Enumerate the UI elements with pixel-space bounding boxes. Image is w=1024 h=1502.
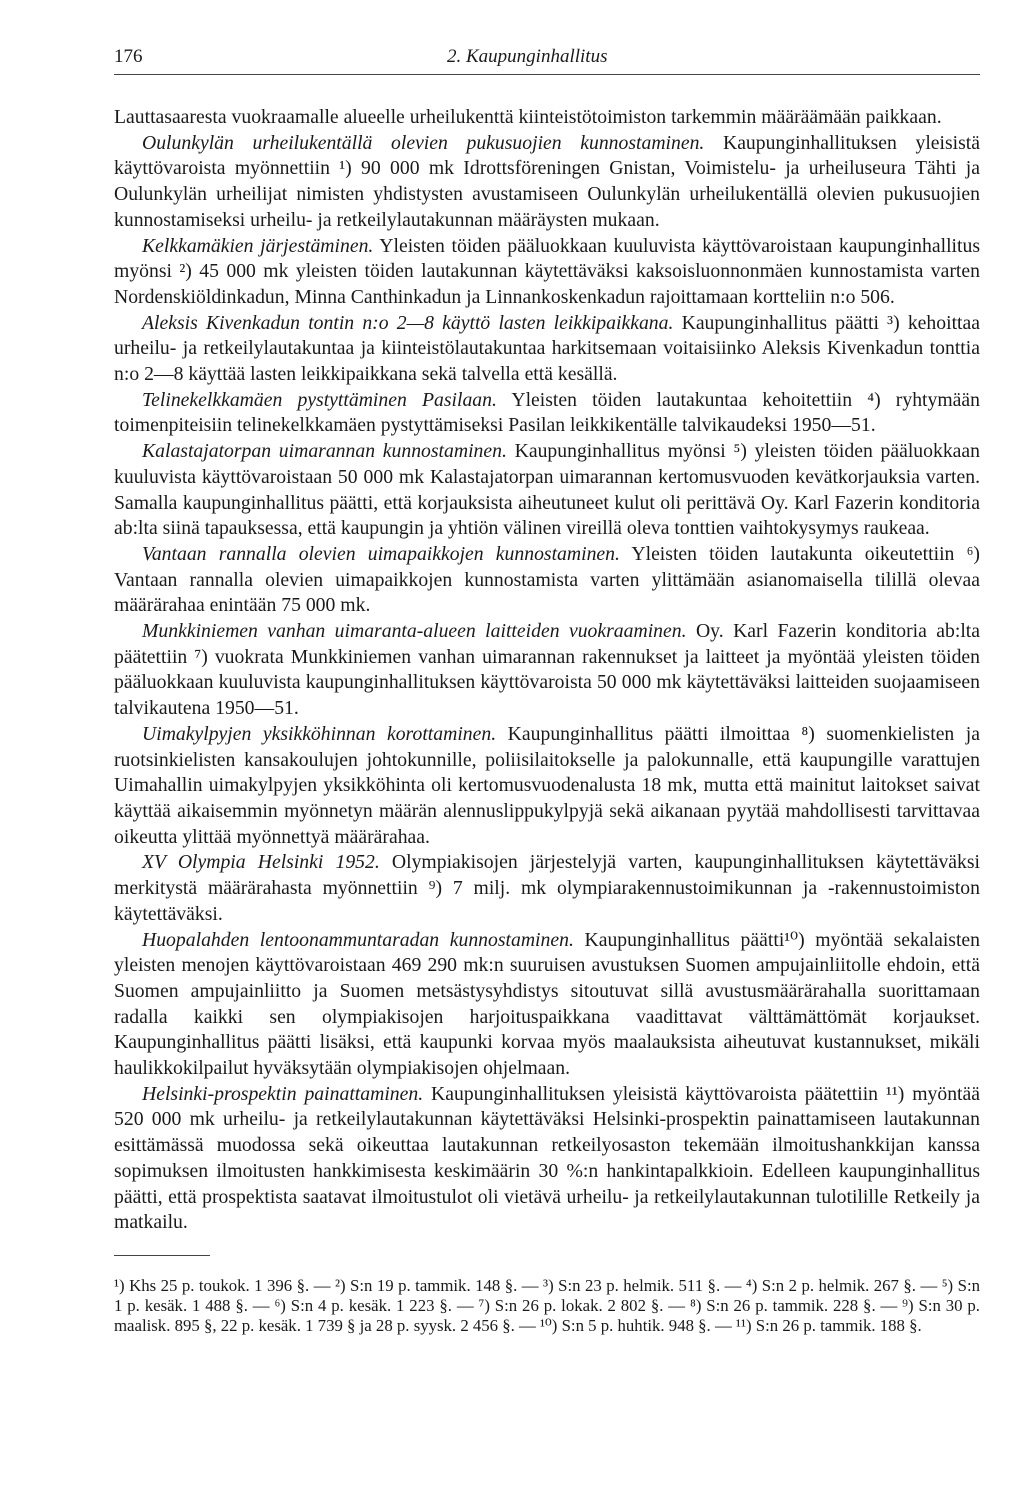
paragraph: [114, 439, 980, 542]
section-title: Huopalahden lentoonammuntaradan kunnostaminen.: [142, 928, 574, 951]
section-title: Telinekelkkamäen pystyttäminen Pasilaan.: [142, 388, 497, 411]
section-title: Helsinki-prospektin painattaminen.: [142, 1082, 424, 1105]
footnotes: ¹) Khs 25 p. toukok. 1 396 §. — ²) S:n 19 p. tammik. 148 §. — ³) S:n 23 p. helmik. 511 §. — ⁴) S:n 2 p. helmik. 267 §. — ⁵) S:n 1 p. kesäk. 1 488 §. — ⁶) S:n 4 p. kesäk. 1 223 §. — ⁷) S:n 26 p. lokak. 2 802 §. — ⁸) S:n 26 p. tammik. 228 §. — ⁹) S:n 30 p. maalisk. 895 §, 22 p. kesäk. 1 739 § ja 28 p. syysk. 2 456 §. — ¹⁰) S:n 5 p. huhtik. 948 §. — ¹¹) S:n 26 p. tammik. 188 §.: [114, 1275, 980, 1335]
running-header: [114, 40, 980, 75]
page-number: 176: [114, 46, 143, 67]
paragraph: [114, 850, 980, 927]
section-title: Kalastajatorpan uimarannan kunnostaminen.: [142, 440, 507, 463]
paragraph: [114, 311, 980, 388]
document-page: [114, 40, 980, 1335]
paragraph-text: Kaupunginhallitus myönsi ⁵) yleisten töiden pääluokkaan kuuluvista käyttövaroistaan 50 000 mk Kalastajatorpan uimarannan kertomusvuoden kevätkorjauksia varten. Samalla kaupunginhallitus päätti, että korjauksista aiheutuneet kulut oli perittävä Oy. Karl Fazerin konditoria ab:lta siinä tapauksessa, että kaupungin ja yhtiön välinen vireillä oleva tonttien vaihtokysymys raukeaa.: [114, 440, 980, 540]
paragraph: [114, 928, 980, 1082]
paragraph-text: Oy. Karl Fazerin konditoria ab:lta päätettiin ⁷) vuokrata Munkkiniemen vanhan uimarannan rakennukset ja laitteet ja myöntää yleisten töiden pääluokkaan kuuluvista kaupunginhallituksen käyttövaroista 50 000 mk käytettäväksi laitteiden suojaamiseen talvikautena 1950—51.: [114, 620, 980, 720]
section-title: Kelkkamäkien järjestäminen.: [142, 234, 374, 257]
paragraph-text: Olympiakisojen järjestelyjä varten, kaupunginhallituksen käytettäväksi merkitystä määrärahasta myönnettiin ⁹) 7 milj. mk olympiarakennustoimikunnan ja -rakennustoimiston käytettäväksi.: [114, 851, 981, 925]
section-title: Munkkiniemen vanhan uimaranta-alueen laitteiden vuokraaminen.: [142, 620, 687, 643]
section-title: Uimakylpyjen yksikköhinnan korottaminen.: [142, 722, 497, 745]
paragraph-text: Yleisten töiden lautakuntaa kehoitettiin ⁴) ryhtymään toimenpiteisiin telinekelkkamäen pystyttämiseksi Pasilan leikkikentälle talvikaudeksi 1950—51.: [114, 388, 981, 437]
paragraph-text: Yleisten töiden pääluokkaan kuuluvista käyttövaroistaan kaupunginhallitus myönsi ²) 45 000 mk yleisten töiden lautakunnan käytettäväksi kaksoisluonnonmäen kunnostamista varten Nordenskiöldinkadun, Minna Canthinkadun ja Linnankoskenkadun rajoittamaan kortteliin n:o 506.: [114, 234, 980, 308]
paragraph-text: Kaupunginhallitus päätti¹⁰) myöntää sekalaisten yleisten menojen käyttövaroistaan 469 290 mk:n suuruisen avustuksen Suomen ampujainliitolle ehdoin, että Suomen ampujainliitto ja Suomen metsästysyhdistys sitoutuvat sillä avustusmäärärahalla suorittamaan radalla kaikki sen olympiakisojen harjoituspaikkana vaadittavat välttämättömät korjaukset. Kaupunginhallitus päätti lisäksi, että kaupunki korvaa myös maalauksista aiheutuvat kustannukset, mikäli haulikkokilpailut hyväksytään olympiakisojen ohjelmaan.: [114, 928, 981, 1080]
footnote-divider: [114, 1255, 210, 1256]
section-title: Oulunkylän urheilukentällä olevien pukusuojien kunnostaminen.: [142, 131, 705, 154]
paragraph: [114, 105, 980, 131]
paragraph: [114, 388, 980, 439]
section-title: Vantaan rannalla olevien uimapaikkojen kunnostaminen.: [142, 542, 620, 565]
paragraph-text: Lauttasaaresta vuokraamalle alueelle urheilukenttä kiinteistötoimiston tarkemmin määräämään paikkaan.: [114, 106, 942, 128]
paragraph-text: Kaupunginhallitus päätti ilmoittaa ⁸) suomenkielisten ja ruotsinkielisten kansakoulujen johtokunnille, poliisilaitokselle ja palokunnalle, että kaupungille varattujen Uimahallin uimakylpyjen yksikköhinta oli kertomusvuodenalusta 18 mk, mutta että mainitut laitokset saivat käyttää aikaisemmin myönnetyn määrän alennuslippukylpyjä sekä aikanaan pyytää mahdollisesti tarvittavaa oikeutta ylittää myönnettyä määrärahaa.: [114, 722, 980, 848]
paragraph: [114, 234, 980, 311]
section-title: Aleksis Kivenkadun tontin n:o 2—8 käyttö lasten leikkipaikkana.: [142, 311, 674, 334]
paragraph: [114, 1082, 980, 1236]
paragraph: [114, 722, 980, 851]
paragraph: [114, 619, 980, 722]
paragraph-text: Kaupunginhallituksen yleisistä käyttövaroista päätettiin ¹¹) myöntää 520 000 mk urheilu- ja retkeilylautakunnan käytettäväksi Helsinki-prospektin painattamiseen lautakunnan esittämässä muodossa sekä oikeuttaa lautakunnan retkeilyosaston tekemään ilmoitushankkijan kanssa sopimuksen ilmoitusten hankkimisesta keskimäärin 30 %:n hankintapalkkioin. Edelleen kaupunginhallitus päätti, että prospektista saatavat ilmoitustulot oli vietävä urheilu- ja retkeilylautakunnan tulotilille Retkeily ja matkailu.: [114, 1082, 980, 1234]
paragraph-text: Yleisten töiden lautakunta oikeutettiin ⁶) Vantaan rannalla olevien uimapaikkojen kunnostamista varten ylittämään asianomaisella tilillä olevaa määrärahaa enintään 75 000 mk.: [114, 542, 980, 617]
chapter-title: 2. Kaupunginhallitus: [447, 46, 608, 67]
paragraph: [114, 542, 980, 619]
body-text: [114, 105, 980, 1236]
paragraph-text: Kaupunginhallitus päätti ³) kehoittaa urheilu- ja retkeilylautakuntaa ja kiinteistölautakuntaa harkitsemaan voitaisiinko Aleksis Kivenkadun tonttia n:o 2—8 käyttää lasten leikkipaikkana sekä talvella että kesällä.: [114, 311, 980, 386]
section-title: XV Olympia Helsinki 1952.: [142, 851, 380, 874]
paragraph-text: Kaupunginhallituksen yleisistä käyttövaroista myönnettiin ¹) 90 000 mk Idrottsföreningen Gnistan, Voimistelu- ja urheiluseura Tähti ja Oulunkylän urheilijat nimisten yhdistysten avustamiseen Oulunkylän urheilukentällä olevien pukusuojien kunnostamiseksi urheilu- ja retkeilylautakunnan määräysten mukaan.: [114, 131, 980, 231]
paragraph: [114, 131, 980, 234]
